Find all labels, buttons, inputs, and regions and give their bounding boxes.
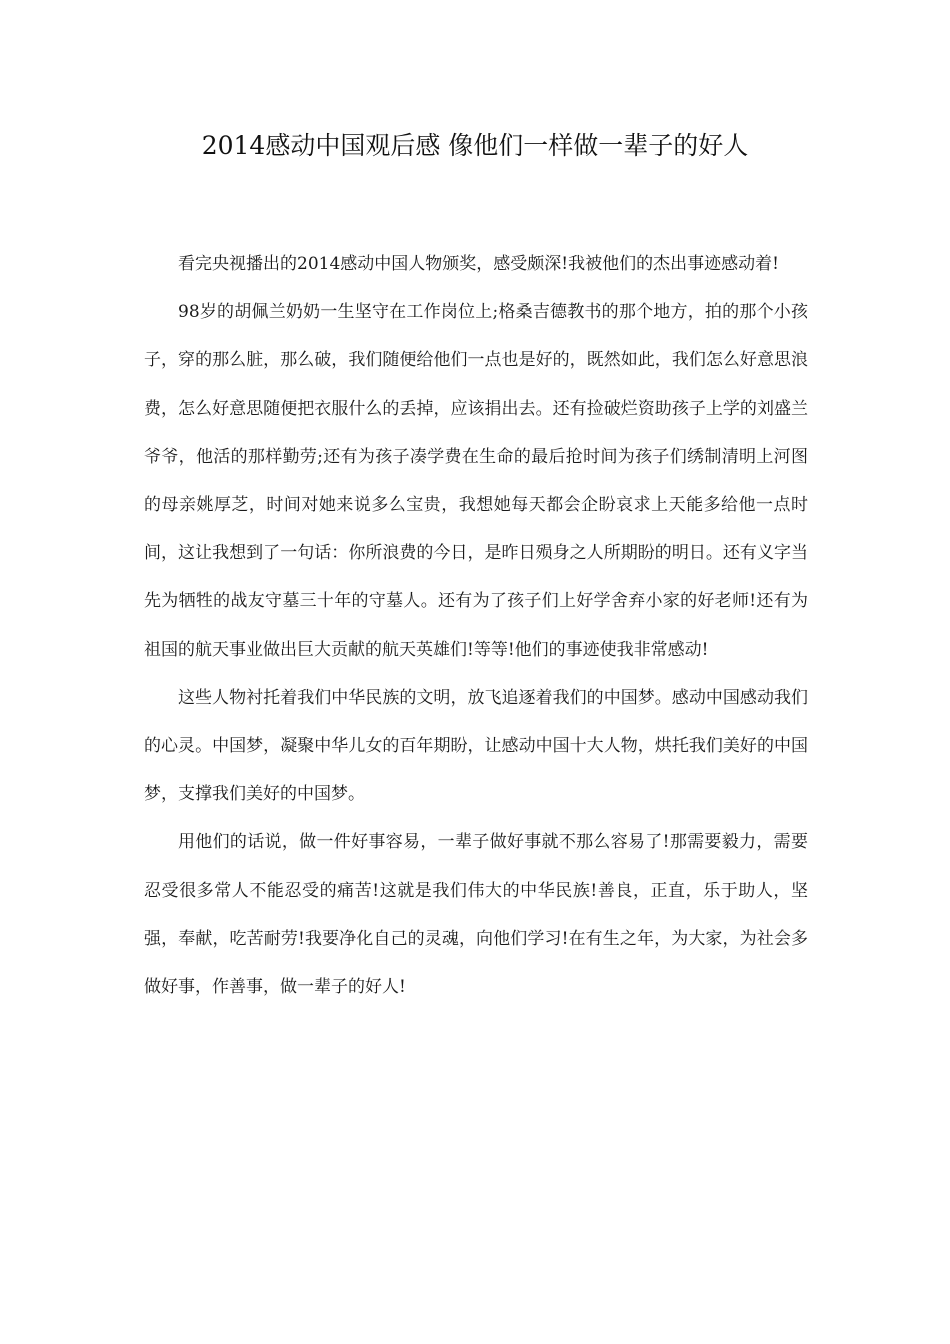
- paragraph-examples: 98岁的胡佩兰奶奶一生坚守在工作岗位上;格桑吉德教书的那个地方，拍的那个小孩子，穿的那么脏，那么破，我们随便给他们一点也是好的，既然如此，我们怎么好意思浪费，怎么好意思随便把衣服什么的丢掉，应该捐出去。还有捡破烂资助孩子上学的刘盛兰爷爷，他活的那样勤劳;还有为孩子凑学费在生命的最后抢时间为孩子们绣制清明上河图的母亲姚厚芝，时间对她来说多么宝贵，我想她每天都会企盼哀求上天能多给他一点时间，这让我想到了一句话：你所浪费的今日，是昨日殒身之人所期盼的明日。还有义字当先为牺牲的战友守墓三十年的守墓人。还有为了孩子们上好学舍弃小家的好老师!还有为祖国的航天事业做出巨大贡献的航天英雄们!等等!他们的事迹使我非常感动!: [144, 302, 808, 660]
- document-title: 2014感动中国观后感 像他们一样做一辈子的好人: [201, 131, 749, 160]
- paragraph-conclusion: 用他们的话说，做一件好事容易，一辈子做好事就不那么容易了!那需要毅力，需要忍受很多常人不能忍受的痛苦!这就是我们伟大的中华民族!善良，正直，乐于助人，坚强，奉献，吃苦耐劳!我要净化自己的灵魂，向他们学习!在有生之年，为大家，为社会多做好事，作善事，做一辈子的好人!: [144, 832, 808, 998]
- paragraph-intro: 看完央视播出的2014感动中国人物颁奖，感受颇深!我被他们的杰出事迹感动着!: [178, 254, 779, 274]
- document-body: [144, 240, 808, 1011]
- paragraph-chinese-dream: 这些人物衬托着我们中华民族的文明，放飞追逐着我们的中国梦。感动中国感动我们的心灵。中国梦，凝聚中华儿女的百年期盼，让感动中国十大人物，烘托我们美好的中国梦，支撑我们美好的中国梦。: [144, 687, 808, 805]
